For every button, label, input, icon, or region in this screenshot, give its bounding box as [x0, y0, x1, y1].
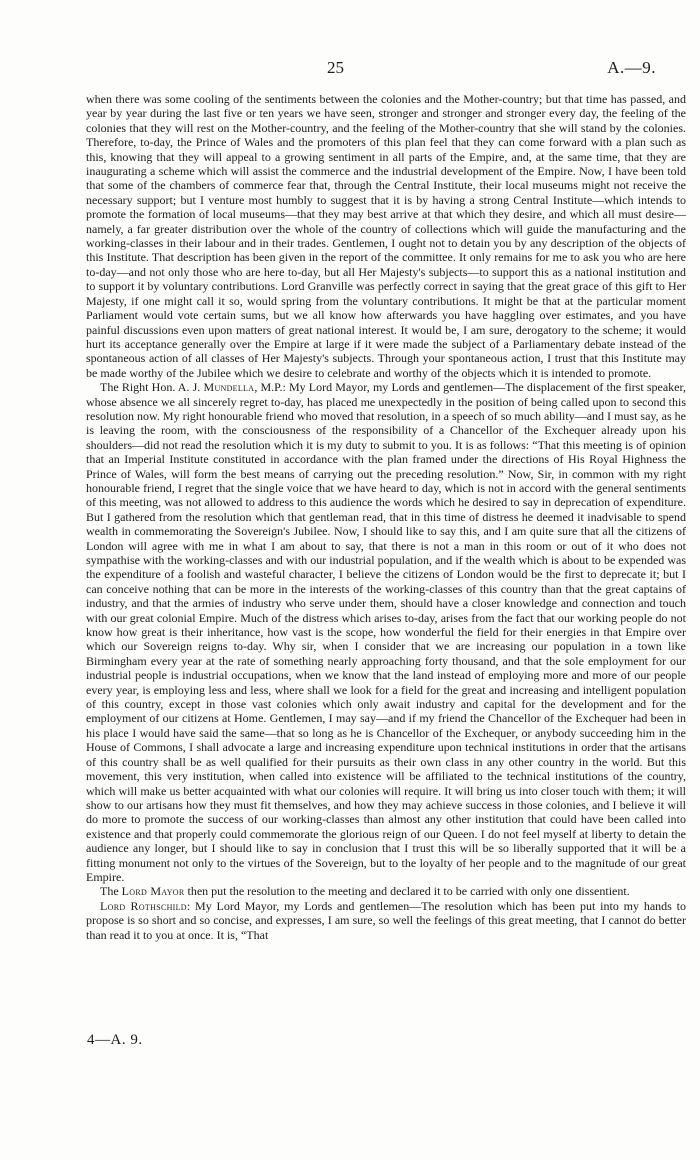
paragraph-mundella-speech	[86, 380, 686, 884]
speaker-name: Mundella	[203, 380, 255, 395]
speaker-lead: The Right Hon. A. J.	[100, 380, 204, 395]
signature-mark: 4—A. 9.	[87, 1032, 143, 1048]
paragraph-text: then put the resolution to the meeting and declared it to be carried with only one dissentient.	[184, 884, 630, 899]
paragraph-continuation	[86, 92, 686, 380]
paragraph-lord-mayor	[86, 884, 686, 898]
paragraph-text: , M.P.: My Lord Mayor, my Lords and gentlemen—The displacement of the first speaker, whose absence we all sincerely regret to-day, has placed me unexpectedly in the position of being called upon to second this resolution now. My right honourable friend who moved that resolution, in a speech of so much ability—and I must say, as he is leaving the room, with the consciousness of the responsibility of a Chancellor of the Exchequer already upon his shoulders—did not read the resolution which it is my duty to submit to you. It is as follows: “That this meeting is of opinion that an Imperial Institute constituted in accordance with the plan framed under the directions of His Royal Highness the Prince of Wales, will form the best means of carrying out the preceding resolution.” Now, Sir, in common with my right honourable friend, I regret that the single voice that we have heard to day, which is not in accord with the general sentiments of this meeting, was not allowed to address to this audience the words which he desired to say in deprecation of expenditure. But I gathered from the resolution which that gentleman read, that in this time of distress he deemed it inadvisable to spend wealth in commemorating the Sovereign's Jubilee. Now, I should like to say this, and I am quite sure that all the citizens of London will agree with me in what I am about to say, that there is not a man in this room or out of it who does not sympathise with the working-classes and with our industrial population, and if the wealth which is about to be expended was the expenditure of a foolish and wasteful character, I believe the citizens of London would be the first to deprecate it; but I can conceive nothing that can be more in the interests of the working-classes of this country than that the great captains of industry, and that the armies of industry who serve under them, should have a closer knowledge and connection and touch with our great colonial Empire. Much of the distress which arises to-day, arises from the fact that our working people do not know how great is their inheritance, how vast is the scope, how wonderful the field for their energies in that Empire over which our Sovereign reigns to-day. Why sir, when I consider that we are increasing our population in a town like Birmingham every year at the rate of something nearly approaching forty thousand, and that the sole employment for our industrial people is industrial occupations, when we know that the land instead of employing more and more of our people every year, is employing less and less, where shall we look for a field for the great and increasing and intelligent population of this country, except in those vast colonies which only await industry and capital for the development and for the employment of our citizens at Home. Gentlemen, I may say—and if my friend the Chancellor of the Exchequer had been in his place I would have said the same—that so long as he is Chancellor of the Exchequer, or anybody succeeding him in the House of Commons, I shall advocate a large and increasing expenditure upon technical institutions in order that the artisans of this country shall be as well qualified for their pursuits as their own class in any other country in the world. But this movement, this very institution, when called into existence will be affiliated to the technical institutions of the country, which will make us better acquainted with what our colonies will require. It will bring us into closer touch with them; it will show to our artisans how they must fit themselves, and how they may achieve success in those colonies, and I believe it will do more to promote the success of our working-classes than almost any other institution that could have been called into existence and that properly could commemorate the glorious reign of our Queen. I do not feel myself at liberty to detain the audience any longer, but I should like to say in conclusion that I trust this will be so liberally supported that it will be a fitting monument not only to the virtues of the Sovereign, but to the loyalty of her people and to the magnitude of our great Empire.	[86, 380, 686, 884]
paragraph-lord-rothschild	[86, 899, 686, 942]
page-header	[0, 58, 700, 80]
paragraph-text: : My Lord Mayor, my Lords and gentlemen—The resolution which has been put into my hands to propose is so short and so concise, and expresses, I am sure, so well the feelings of this great meeting, that I cannot do better than read it to you at once. It is, “That	[86, 898, 686, 942]
speaker-lead: The	[100, 884, 122, 899]
body-text	[86, 92, 686, 942]
paragraph-text: when there was some cooling of the sentiments between the colonies and the Mother-country; but that time has passed, and year by year during the last five or ten years we have seen, stronger and stronger and stronger every day, the feeling of the colonies that they will rest on the Mother-country, and the feeling of the Mother-country that she will stand by the colonies. Therefore, to-day, the Prince of Wales and the promoters of this plan feel that they can come forward with a plan such as this, knowing that they will appeal to a growing sentiment in all parts of the Empire, and, at the same time, that they are inaugurating a scheme which will assist the commerce and the industrial development of the Empire. Now, I have been told that some of the chambers of commerce fear that, through the Central Institute, their local museums might not receive the necessary support; but I venture most humbly to suggest that it is by having a strong Central Institute—which intends to promote the formation of local museums—that they may best arrive at that which they desire, and which all must desire—namely, a far greater distribution over the whole of the country of collections which will guide the manufacturing and the working-classes in their labour and in their trades. Gentlemen, I ought not to detain you by any description of the objects of this Institute. That description has been given in the report of the committee. It only remains for me to ask you who are here to-day—and not only those who are here to-day, but all Her Majesty's subjects—to support this as a national institution and to support it by voluntary contributions. Lord Granville was perfectly correct in saying that the great grace of this gift to Her Majesty, if one might call it so, would spring from the voluntary contributions. It might be that at the particular moment Parliament would vote certain sums, but we all know how afterwards you have haggling over estimates, and you have painful discussions even upon matters of great national interest. It would be, I am sure, derogatory to the scheme; it would hurt its acceptance generally over the Empire at large if it were made the subject of a Parliamentary debate instead of the spontaneous action of all classes of Her Majesty's subjects. Through your spontaneous action, I trust that this Institute may be made worthy of the Jubilee which we desire to celebrate and worthy of the objects which it is intended to promote.	[86, 92, 686, 380]
speaker-name: Lord Rothschild	[100, 898, 187, 913]
series-reference: A.—9.	[607, 58, 656, 77]
page-number: 25	[327, 58, 344, 77]
speaker-name: Lord Mayor	[121, 884, 185, 899]
